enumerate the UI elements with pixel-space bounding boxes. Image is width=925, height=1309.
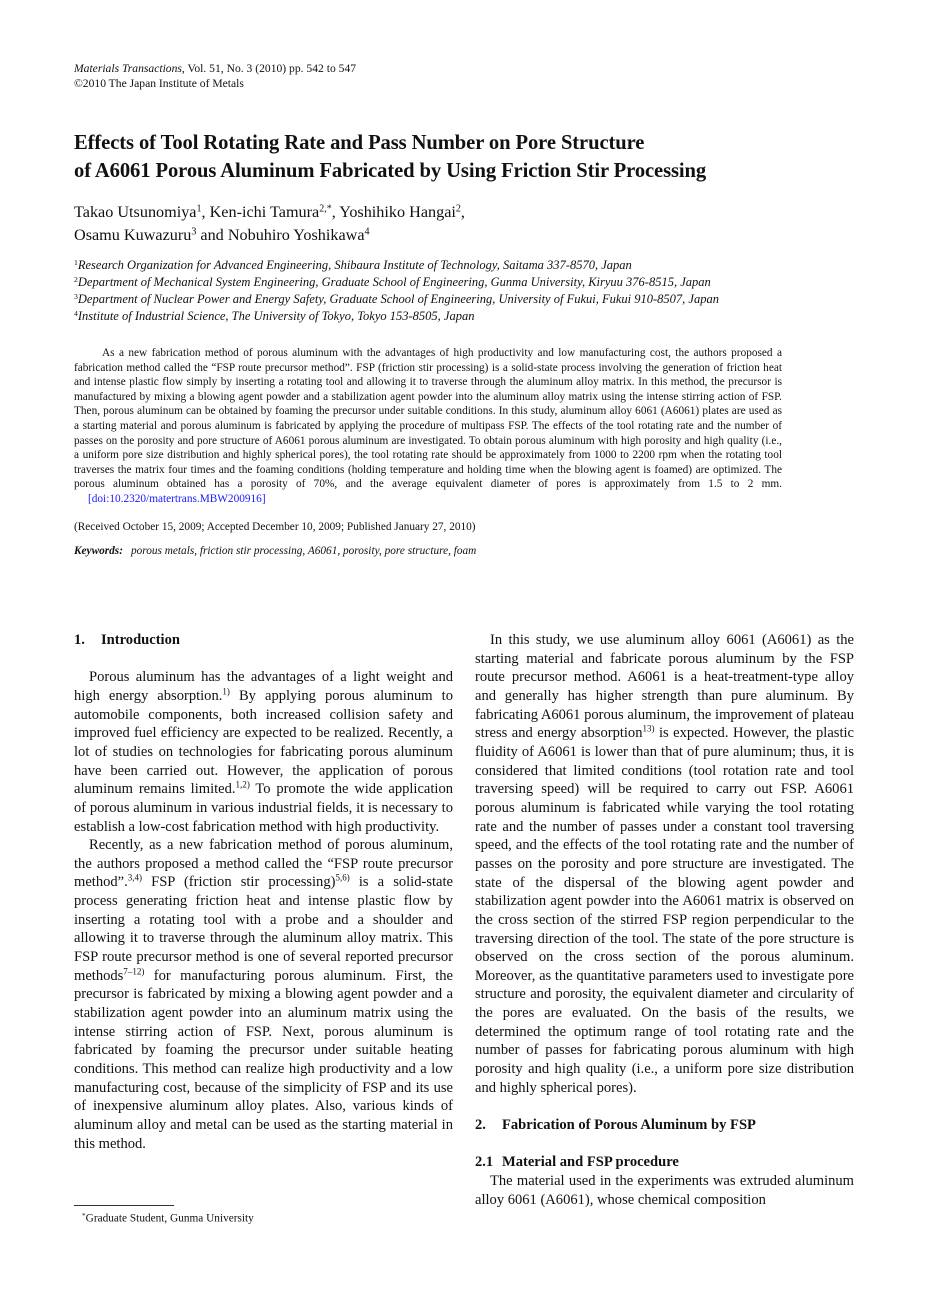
paragraph-text: FSP (friction stir processing) (142, 874, 336, 891)
section-number: 2. (475, 1117, 486, 1133)
spacer (475, 1097, 854, 1116)
keywords-text: porous metals, friction stir processing, A6061, porosity, pore structure, foam (130, 545, 477, 557)
volume-info: , Vol. 51, No. 3 (2010) pp. 542 to 547 (181, 62, 357, 75)
paragraph-text: Recently, as a new fabrication method of porous aluminum, the authors proposed a method called the “FSP route precursor method”. (74, 837, 453, 891)
citation: 13) (642, 723, 655, 734)
citation: 5,6) (335, 873, 350, 884)
footnote-mark: * (82, 1211, 86, 1220)
paragraph-text: In this study, we use aluminum alloy 6061 (A6061) as the starting material and fabricate porous aluminum by the FSP route precursor method. A6061 is a heat-treatment-type alloy and generally has higher strength than pure aluminum. By fabricating A6061 porous aluminum, the improvement of plateau stress and energy absorption (475, 632, 854, 742)
paragraph-text: By applying porous aluminum to automobile components, both increased collision safety and improved fuel efficiency are expected to be realized. Recently, a lot of studies on technologies for fabricating porous aluminum have been carried out. However, the application of porous aluminum remains limited. (74, 687, 453, 798)
title-line: of A6061 Porous Aluminum Fabricated by Using Friction Stir Processing (74, 160, 707, 182)
abstract (74, 346, 782, 507)
author-affiliation-mark: 1 (196, 203, 202, 215)
spacer (475, 1135, 854, 1154)
right-column (475, 631, 854, 1209)
affiliation (74, 257, 719, 274)
affiliation-text: Department of Nuclear Power and Energy Safety, Graduate School of Engineering, University of Fukui, Fukui 910-8507, Japan (77, 292, 719, 307)
paragraph-text: The material used in the experiments was extruded aluminum alloy 6061 (A6061), whose chemical composition (475, 1172, 854, 1208)
section-title: Fabrication of Porous Aluminum by FSP (502, 1117, 756, 1133)
author-affiliation-mark: 3 (191, 226, 197, 238)
section-title: Material and FSP procedure (502, 1154, 679, 1171)
author-line (74, 201, 465, 224)
author-separator: , (201, 203, 210, 221)
affiliation-mark: 3 (74, 291, 78, 301)
doi-link[interactable]: [doi:10.2320/matertrans.MBW200916] (88, 492, 266, 505)
affiliation-text: Institute of Industrial Science, The University of Tokyo, Tokyo 153-8505, Japan (77, 309, 475, 324)
keywords (74, 545, 476, 557)
section-heading (475, 1116, 854, 1135)
footnote (82, 1211, 254, 1225)
author-name: Osamu Kuwazuru (74, 226, 192, 244)
affiliation-mark: 4 (74, 309, 78, 319)
paragraph-text: To promote the wide application of porous aluminum in various industrial fields, it is necessary to establish a low-cost fabrication method with high productivity. (74, 781, 453, 835)
affiliation-mark: 1 (74, 257, 78, 267)
affiliation (74, 291, 719, 308)
copyright: ©2010 The Japan Institute of Metals (74, 76, 244, 90)
paragraph (74, 668, 453, 836)
paragraph-text: is a solid-state process generating friction heat and intense plastic flow by inserting a rotating tool with a probe and a shoulder and allowing it to traverse through the aluminum alloy matrix. This FSP route precursor method is one of several reported precursor methods (74, 874, 453, 984)
paragraph (475, 1172, 854, 1209)
affiliation (74, 274, 719, 291)
footnote-text: Graduate Student, Gunma University (85, 1212, 254, 1225)
section-heading (74, 631, 453, 650)
author-affiliation-mark: 4 (364, 226, 370, 238)
keywords-label: Keywords: (74, 545, 123, 557)
journal-name: Materials Transactions (74, 62, 182, 75)
received-dates: (Received October 15, 2009; Accepted December 10, 2009; Published January 27, 2010) (74, 521, 476, 533)
footnote-divider (74, 1205, 174, 1206)
author-affiliation-mark: 2 (455, 203, 461, 215)
author-separator: , (331, 203, 340, 221)
citation: 3,4) (127, 873, 143, 884)
paragraph (475, 631, 854, 1097)
citation: 1) (222, 686, 230, 697)
affiliation (74, 308, 719, 325)
author-line (74, 224, 465, 247)
author-name: Takao Utsunomiya (74, 203, 197, 221)
left-column (74, 631, 453, 1153)
affiliation-mark: 2 (74, 274, 78, 284)
affiliation-text: Department of Mechanical System Engineering, Graduate School of Engineering, Gunma University, Kiryuu 376-8515, Japan (77, 275, 711, 290)
author-name: Nobuhiro Yoshikawa (227, 226, 365, 244)
section-title: Introduction (101, 632, 180, 648)
spacer (74, 650, 453, 669)
paragraph (74, 836, 453, 1153)
citation: 1,2) (235, 779, 250, 790)
author-separator: and (196, 226, 228, 244)
affiliation-text: Research Organization for Advanced Engineering, Shibaura Institute of Technology, Saitama 337-8570, Japan (77, 258, 632, 272)
journal-header (74, 62, 356, 91)
title-line: Effects of Tool Rotating Rate and Pass Number on Pore Structure (74, 132, 645, 154)
paragraph-text: Porous aluminum has the advantages of a light weight and high energy absorption. (74, 669, 453, 704)
author-separator: , (460, 203, 465, 221)
author-name: Yoshihiko Hangai (339, 203, 456, 221)
paper-title (74, 129, 706, 185)
section-number: 2.1 (475, 1154, 494, 1171)
author-affiliation-mark: 2,* (319, 203, 332, 215)
author-list (74, 201, 465, 247)
section-number: 1. (74, 632, 85, 648)
affiliations (74, 257, 719, 325)
paragraph-text: for manufacturing porous aluminum. First, the precursor is fabricated by mixing a blowing agent powder and a stabilization agent powder into an aluminum matrix using the intense stirring action of FSP. Next, porous aluminum is fabricated by foaming the precursor under suitable heating conditions. This method can realize high productivity and a low manufacturing cost, because of the simplicity of FSP and its use of inexpensive aluminum alloy plates. Also, various kinds of aluminum alloy and metal can be used as the starting material in this method. (74, 967, 453, 1152)
author-name: Ken-ichi Tamura (209, 203, 320, 221)
paragraph-text: is expected. However, the plastic fluidity of A6061 is lower than that of pure aluminum; thus, it is considered that limited conditions (tool rotation rate and tool traversing speed) will be required to carry out FSP. A6061 porous aluminum is fabricated while varying the tool rotating rate and the number of passes under a constant tool traversing speed, and the effects of the tool rotating rate and the number of passes on the porosity and pore structure are investigated. The state of the dispersal of the blowing agent powder and stabilization agent powder into the A6061 matrix is observed on the cross section of the stirred FSP region perpendicular to the traversing direction of the tool. The state of the pore structure is observed on the cross section of the porous aluminum. Moreover, as the quantitative parameters used to investigate pore structure and porosity, the equivalent diameter and circularity of the pores are evaluated. On the basis of the results, we determined the optimum range of tool rotating rate and the number of passes for fabricating porous aluminum with high porosity and high quality (i.e., a uniform pore size distribution and highly spherical pores). (475, 725, 854, 1096)
section-heading (475, 1153, 854, 1172)
abstract-text: As a new fabrication method of porous aluminum with the advantages of high productivity and low manufacturing cost, the authors proposed a fabrication method called the “FSP route precursor method”. FSP (friction stir processing) is a solid-state process involving the generation of friction heat and intense plastic flow simply by inserting a rotating tool and allowing it to traverse through the aluminum alloy matrix. In this method, the precursor is manufactured by mixing a blowing agent powder and a stabilization agent powder into the aluminum alloy matrix using the intense stirring action of FSP. Then, porous aluminum can be obtained by foaming the precursor under suitable conditions. In this study, aluminum alloy 6061 (A6061) plates are used as a starting material and porous aluminum is fabricated by applying the procedure of multipass FSP. The effects of the tool rotating rate and the number of passes on the porosity and pore structure of A6061 porous aluminum are investigated. To obtain porous aluminum with high porosity and high quality (i.e., a uniform pore size distribution and highly spherical pores), the tool rotating rate should be approximately from 1000 to 2200 rpm when the rotating tool traverses the matrix four times and the foaming conditions (holding temperature and holding time when the blowing agent is foamed) are optimized. The porous aluminum obtained has a porosity of 70%, and the average equivalent diameter of pores is approximately from 1.5 to 2 mm. (74, 347, 782, 491)
citation: 7–12) (123, 966, 145, 977)
